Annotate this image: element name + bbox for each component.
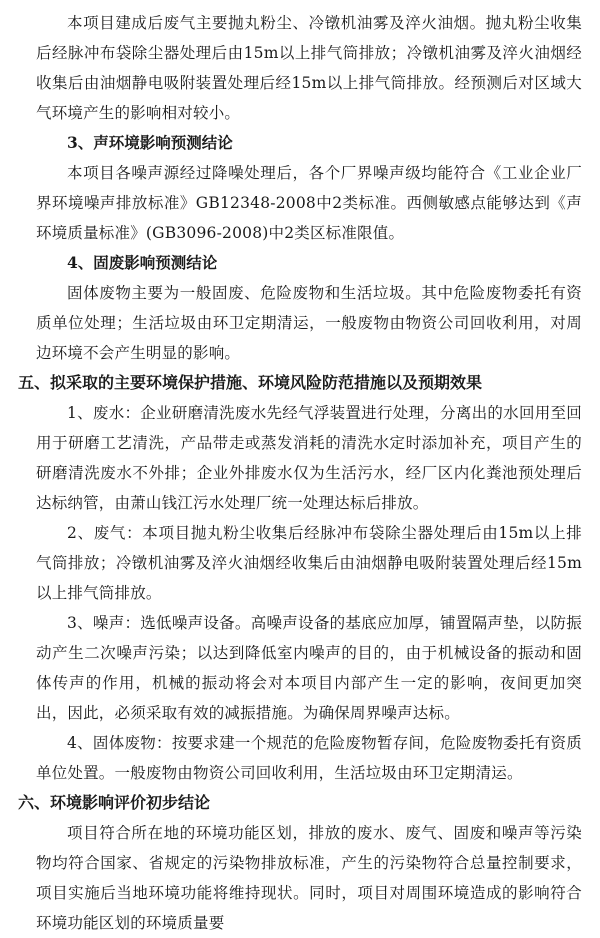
paragraph-preliminary-conclusion: 项目符合所在地的环境功能区划，排放的废水、废气、固废和噪声等污染物均符合国家、省规定的污染物排放标准，产生的污染物符合总量控制要求，项目实施后当地环境功能将维持现状。同时，项目对周围环境造成的影响符合环境功能区划的环境质量要 (36, 824, 582, 932)
paragraph-solid-waste-impact: 固体废物主要为一般固废、危险废物和生活垃圾。其中危险废物委托有资质单位处理；生活垃圾由环卫定期清运，一般废物由物资公司回收利用，对周边环境不会产生明显的影响。 (36, 284, 582, 362)
section-heading-measures: 五、拟采取的主要环境保护措施、环境风险防范措施以及预期效果 (18, 373, 483, 392)
paragraph-noise-impact: 本项目各噪声源经过降噪处理后，各个厂界噪声级均能符合《工业企业厂界环境噪声排放标准》GB12348-2008中2类标准。西侧敏感点能够达到《声环境质量标准》(GB3096-2008)中2类区标准限值。 (36, 164, 582, 242)
heading-solid-waste-conclusion: 4、固废影响预测结论 (67, 253, 218, 272)
paragraph-air-impact: 本项目建成后废气主要抛丸粉尘、冷镦机油雾及淬火油烟。抛丸粉尘收集后经脉冲布袋除尘器处理后由15m以上排气筒排放；冷镦机油雾及淬火油烟经收集后由油烟静电吸附装置处理后经15m以上排气筒排放。经预测后对区域大气环境产生的影响相对较小。 (36, 14, 582, 122)
heading-noise-conclusion: 3、声环境影响预测结论 (67, 133, 233, 152)
paragraph-wastewater-measures: 1、废水：企业研磨清洗废水先经气浮装置进行处理，分离出的水回用至回用于研磨工艺清洗，产品带走或蒸发消耗的清洗水定时添加补充，项目产生的研磨清洗废水不外排；企业外排废水仅为生活污水，经厂区内化粪池预处理后达标纳管，由萧山钱江污水处理厂统一处理达标后排放。 (36, 404, 582, 512)
section-heading-conclusion: 六、环境影响评价初步结论 (18, 793, 211, 812)
paragraph-noise-measures: 3、噪声：选低噪声设备。高噪声设备的基底应加厚，铺置隔声垫，以防振动产生二次噪声污染；以达到降低室内噪声的目的，由于机械设备的振动和固体传声的作用，机械的振动将会对本项目内部产生一定的影响，夜间更加突出，因此，必须采取有效的减振措施。为确保周界噪声达标。 (36, 614, 582, 722)
paragraph-exhaust-measures: 2、废气：本项目抛丸粉尘收集后经脉冲布袋除尘器处理后由15m以上排气筒排放；冷镦机油雾及淬火油烟经收集后由油烟静电吸附装置处理后经15m以上排气筒排放。 (36, 524, 582, 602)
paragraph-solid-waste-measures: 4、固体废物：按要求建一个规范的危险废物暂存间，危险废物委托有资质单位处置。一般废物由物资公司回收利用，生活垃圾由环卫定期清运。 (36, 734, 582, 782)
